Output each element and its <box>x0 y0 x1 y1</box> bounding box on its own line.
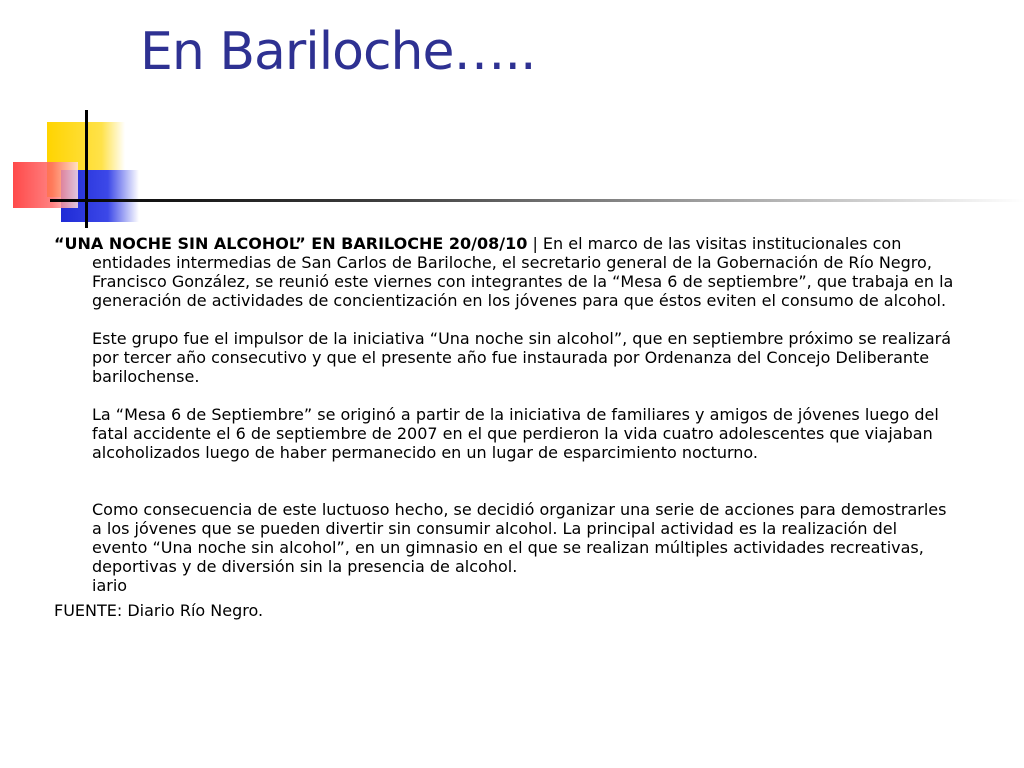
horizontal-rule <box>50 199 1024 202</box>
article-headline: “UNA NOCHE SIN ALCOHOL” EN BARILOCHE 20/08/10 <box>54 234 528 253</box>
slide-title: En Bariloche….. <box>140 22 536 82</box>
article-lead-paragraph <box>54 234 954 310</box>
paragraph-2: Este grupo fue el impulsor de la iniciativa “Una noche sin alcohol”, que en septiembre próximo se realizará por tercer año consecutivo y que el presente año fue instaurada por Ordenanza del Concejo Deliberante barilochense. <box>92 329 952 386</box>
paragraph-3: La “Mesa 6 de Septiembre” se originó a partir de la iniciativa de familiares y amigos de jóvenes luego del fatal accidente el 6 de septiembre de 2007 en el que perdieron la vida cuatro adolescentes que viajaban alcoholizados luego de haber permanecido en un lugar de esparcimiento nocturno. <box>92 405 939 462</box>
paragraph-4: Como consecuencia de este luctuoso hecho, se decidió organizar una serie de acciones para demostrarles a los jóvenes que se pueden divertir sin consumir alcohol. La principal actividad es la realización del evento “Una noche sin alcohol”, en un gimnasio en el que se realizan múltiples actividades recreativas, deportivas y de diversión sin la presencia de alcohol. <box>92 500 947 576</box>
vertical-line <box>85 110 88 228</box>
paragraph-1: En el marco de las visitas institucionales con entidades intermedias de San Carlos de Bariloche, el secretario general de la Gobernación de Río Negro, Francisco González, se reunió este viernes con integrantes de la “Mesa 6 de septiembre”, que trabaja en la generación de actividades de concientización en los jóvenes para que éstos eviten el consumo de alcohol. <box>92 234 954 310</box>
text-fragment: iario <box>92 576 128 595</box>
article-body <box>54 234 954 620</box>
headline-separator: | <box>527 234 543 253</box>
article-source: FUENTE: Diario Río Negro. <box>54 601 264 620</box>
